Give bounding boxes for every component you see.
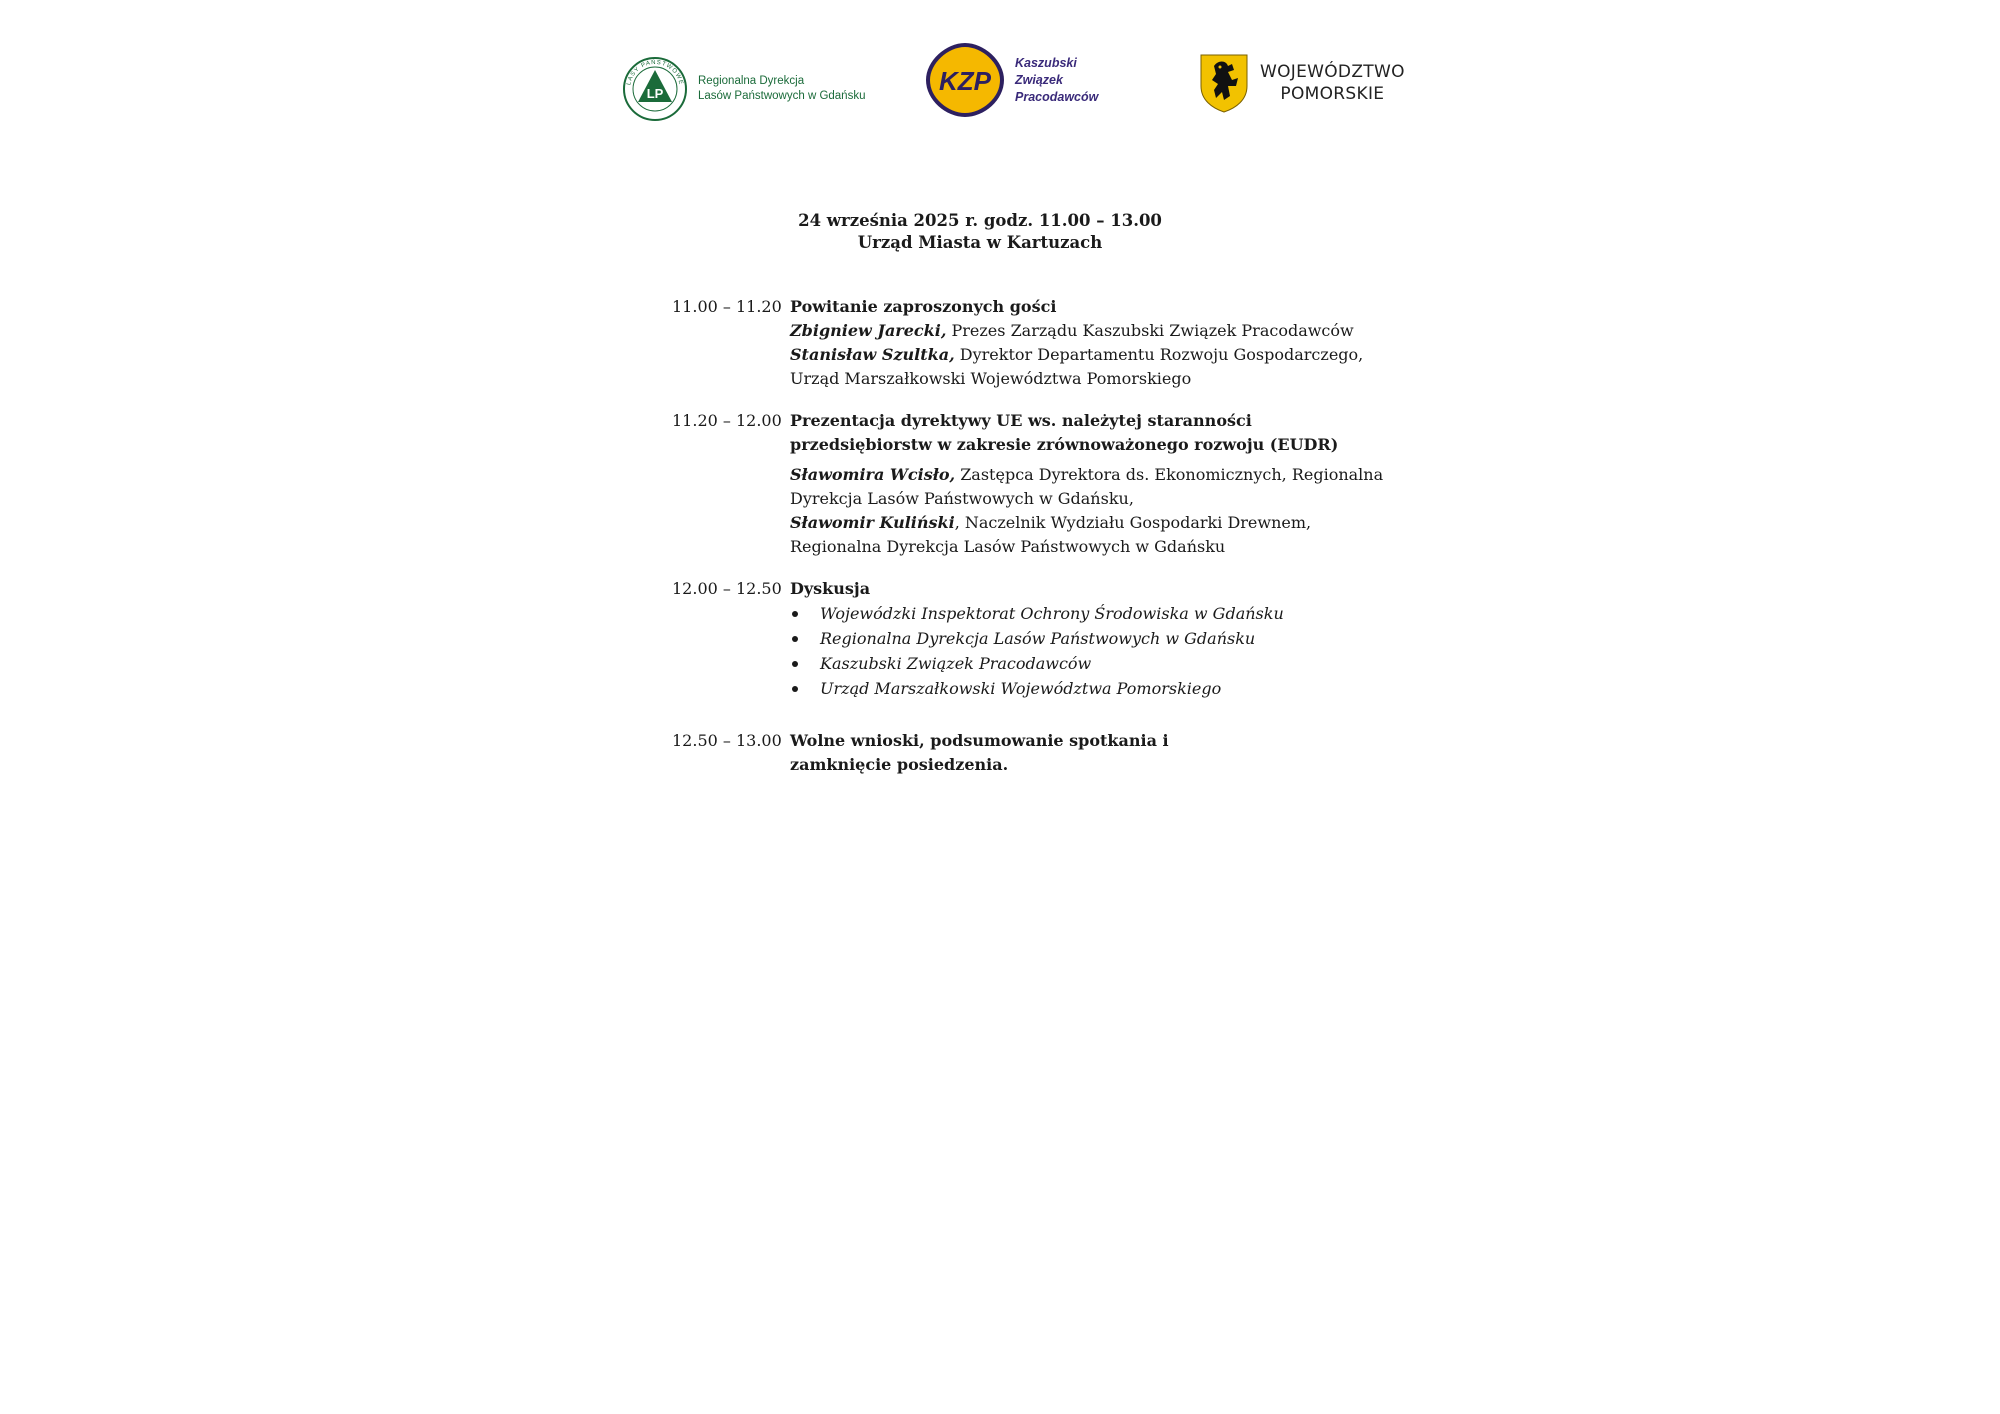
agenda-title: Powitanie zaproszonych gości	[790, 297, 1057, 316]
pomorskie-name-line2: POMORSKIE	[1280, 84, 1385, 104]
list-item: Wojewódzki Inspektorat Ochrony Środowiska w Gdańsku	[790, 601, 1392, 626]
agenda-time: 11.20 – 12.00	[672, 411, 782, 430]
speaker-role: , Naczelnik Wydziału Gospodarki Drewnem, Regionalna Dyrekcja Lasów Państwowych w Gdańsku	[790, 513, 1312, 556]
agenda-time: 11.00 – 11.20	[672, 297, 782, 316]
speaker-name: Stanisław Szultka,	[790, 345, 955, 364]
kzp-emblem-icon	[925, 42, 1005, 118]
lp-name-line1: Regionalna Dyrekcja	[698, 75, 805, 87]
kzp-logo	[925, 42, 1098, 118]
speaker-name: Zbigniew Jarecki,	[790, 321, 947, 340]
svg-text:LP: LP	[646, 86, 664, 101]
agenda	[672, 295, 1392, 795]
kzp-name-line3: Pracodawców	[1015, 89, 1099, 104]
wojewodztwo-pomorskie-logo	[1198, 52, 1405, 114]
lasy-panstwowe-logo	[622, 56, 865, 122]
agenda-title: Prezentacja dyrektywy UE ws. należytej staranności przedsiębiorstw w zakresie zrównoważonego rozwoju (EUDR)	[790, 411, 1339, 454]
lasy-panstwowe-emblem-icon	[622, 56, 688, 122]
event-date: 24 września 2025 r. godz. 11.00 – 13.00	[798, 211, 1162, 230]
speaker-role: Zastępca Dyrektora ds. Ekonomicznych, Regionalna Dyrekcja Lasów Państwowych w Gdańsku,	[790, 465, 1384, 508]
agenda-item	[672, 577, 1392, 701]
speaker-role: Prezes Zarządu Kaszubski Związek Pracodawców	[951, 321, 1354, 340]
speaker	[790, 319, 1392, 343]
lp-name-line2: Lasów Państwowych w Gdańsku	[698, 90, 866, 102]
list-item: Kaszubski Związek Pracodawców	[790, 651, 1392, 676]
agenda-item	[672, 729, 1392, 777]
logo-bar	[0, 40, 2000, 130]
agenda-time: 12.00 – 12.50	[672, 579, 782, 598]
speaker-name: Sławomir Kuliński	[790, 513, 955, 532]
agenda-title: Dyskusja	[790, 579, 871, 598]
pomorskie-name-line1: WOJEWÓDZTWO	[1260, 62, 1405, 82]
speaker-role: Dyrektor Departamentu Rozwoju Gospodarczego, Urząd Marszałkowski Województwa Pomorskiego	[790, 345, 1364, 388]
speaker	[790, 511, 1392, 559]
event-venue: Urząd Miasta w Kartuzach	[857, 233, 1103, 252]
agenda-title: Wolne wnioski, podsumowanie spotkania i zamknięcie posiedzenia.	[790, 731, 1169, 774]
event-header	[0, 210, 1960, 254]
kzp-name-line1: Kaszubski	[1015, 55, 1077, 70]
list-item: Urząd Marszałkowski Województwa Pomorskiego	[790, 676, 1392, 701]
agenda-item	[672, 409, 1392, 559]
speaker	[790, 463, 1392, 511]
kzp-name-line2: Związek	[1015, 72, 1063, 87]
list-item: Regionalna Dyrekcja Lasów Państwowych w Gdańsku	[790, 626, 1392, 651]
griffin-shield-icon	[1198, 52, 1250, 114]
speaker-name: Sławomira Wcisło,	[790, 465, 956, 484]
svg-text:LASY PAŃSTWOWE: LASY PAŃSTWOWE	[626, 59, 684, 86]
discussion-participants	[790, 601, 1392, 701]
speaker	[790, 343, 1392, 391]
svg-text:KZP: KZP	[939, 66, 991, 96]
agenda-time: 12.50 – 13.00	[672, 731, 782, 750]
agenda-item	[672, 295, 1392, 391]
